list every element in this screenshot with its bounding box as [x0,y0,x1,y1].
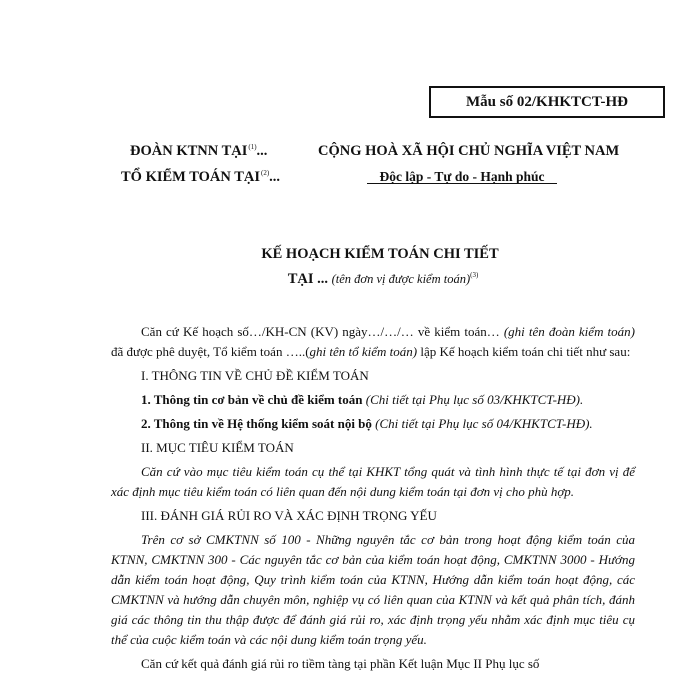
national-motto: Độc lập - Tự do - Hạnh phúc [379,169,545,184]
team-name: TỔ KIỂM TOÁN TẠI [121,169,260,185]
motto-underline [367,183,557,184]
section-1-item-2 [111,414,635,434]
intro-paragraph [111,322,635,362]
national-title: CỘNG HOÀ XÃ HỘI CHỦ NGHĨA VIỆT NAM [318,143,620,159]
footnote-ref-1: (1) [248,143,257,151]
intro-run: Căn cứ Kế hoạch số…/KH-CN (KV) ngày…/…/… về kiểm toán… [141,324,504,339]
form-code: Mẫu số 02/KHKTCT-HĐ [466,94,628,110]
document-subtitle [0,271,700,288]
item-1-ref: (Chi tiết tại Phụ lục số 03/KHKTCT-HĐ). [362,392,584,407]
agency-line-2 [121,169,280,186]
footnote-ref-3: (3) [470,271,479,279]
intro-run: ghi tên tổ kiểm toán) [309,344,418,359]
agency-ellipsis: ... [256,143,268,159]
section-2-body: Căn cứ vào mục tiêu kiểm toán cụ thể tại KHKT tổng quát và tình hình thực tế tại đơn vị để xác định mục tiêu kiểm toán có liên quan đến nội dung kiểm toán tại đơn vị cho phù hợp. [111,464,635,499]
intro-run: đã được phê duyệt, Tổ kiểm toán …..( [111,344,310,359]
footnote-ref-2: (2) [261,169,270,177]
intro-run: (ghi tên đoàn kiểm toán) [503,324,635,339]
agency-name: ĐOÀN KTNN TẠI [130,143,248,159]
section-1-heading: I. THÔNG TIN VỀ CHỦ ĐỀ KIỂM TOÁN [141,368,369,383]
agency-line-1 [130,143,267,160]
intro-run: lập Kế hoạch kiểm toán chi tiết như sau: [417,344,631,359]
document-body [111,322,635,674]
team-ellipsis: ... [269,169,281,185]
subtitle-unit: (tên đơn vị được kiểm toán) [331,272,471,286]
section-1-item-1 [111,390,635,410]
subtitle-prefix: TẠI ... [287,271,332,287]
section-3-next: Căn cứ kết quả đánh giá rủi ro tiềm tàng tại phần Kết luận Mục II Phụ lục số [141,656,540,671]
document-title: KẾ HOẠCH KIỂM TOÁN CHI TIẾT [261,246,499,262]
item-2-title: 2. Thông tin về Hệ thống kiểm soát nội bộ [141,416,372,431]
item-2-ref: (Chi tiết tại Phụ lục số 04/KHKTCT-HĐ). [371,416,593,431]
section-3-body: Trên cơ sở CMKTNN số 100 - Những nguyên tắc cơ bản trong hoạt động kiểm toán của KTNN, CMKTNN 300 - Các nguyên tắc cơ bản của kiểm toán hoạt động, CMKTNN 3000 - Hướng dẫn kiểm toán hoạt động, Quy trình kiểm toán của KTNN, Hướng dẫn kiểm toán hoạt động, các CMKTNN và hướng dẫn chuyên môn, nghiệp vụ có liên quan của KTNN và kết quả phân tích, đánh giá các thông tin thu thập được để đánh giá rủi ro, xác định trọng yếu nhằm xác định mục tiêu cụ thể của cuộc kiểm toán và các nội dung kiểm toán trọng yếu. [111,532,635,647]
section-3-heading: III. ĐÁNH GIÁ RỦI RO VÀ XÁC ĐỊNH TRỌNG YẾU [141,508,437,523]
item-1-title: 1. Thông tin cơ bản về chủ đề kiểm toán [141,392,363,407]
form-code-box [429,86,665,118]
section-2-heading: II. MỤC TIÊU KIỂM TOÁN [141,440,294,455]
